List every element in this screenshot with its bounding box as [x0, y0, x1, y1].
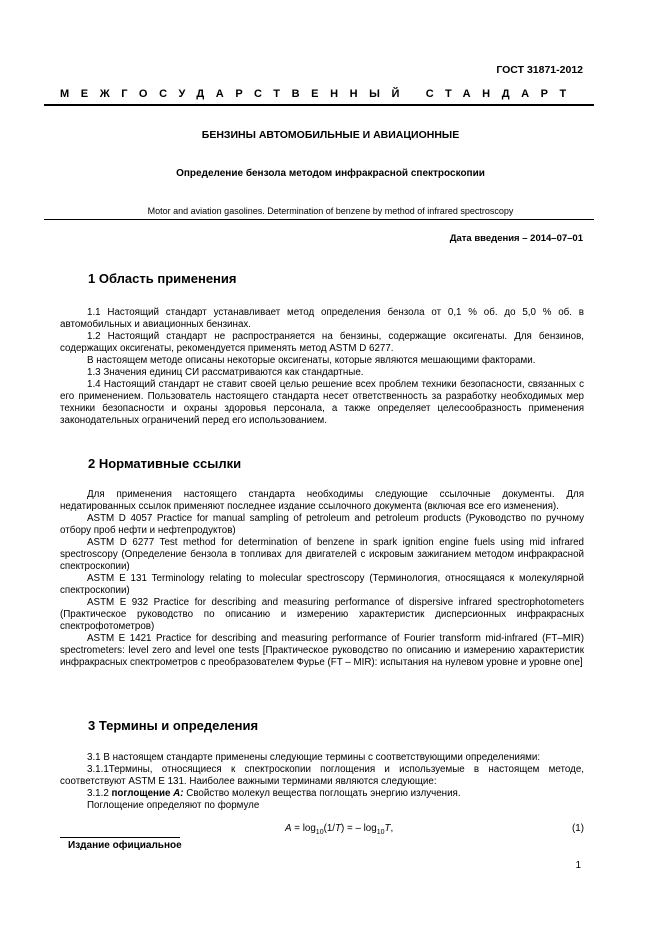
reference-item: ASTM D 6277 Test method for determination of benzene in spark ignition engine fuels using mid infrared spectroscopy (Определение бензола в топливах для двигателей с искровым зажиганием методом инфракрасной спектроскопии)	[60, 537, 584, 572]
paragraph: Поглощение определяют по формуле	[87, 800, 260, 811]
section-1-body	[60, 307, 584, 427]
section-3-body	[60, 752, 584, 812]
absorbance-formula: $A = \log_{10}(1/T)$ = – $\log_{10}T$,	[285, 823, 394, 836]
document-subtitle: Определение бензола методом инфракрасной спектроскопии	[176, 168, 485, 179]
interstate-standard-label: МЕЖГОСУДАРСТВЕННЫЙ СТАНДАРТ	[60, 88, 578, 100]
formula-number: (1)	[572, 823, 584, 834]
paragraph-term-definition	[60, 788, 584, 800]
paragraph: В настоящем методе описаны некоторые оксигенаты, которые являются мешающими факторами.	[87, 355, 536, 366]
official-edition-label: Издание официальное	[68, 840, 182, 851]
section-1-heading: 1 Область применения	[88, 271, 237, 286]
footer-rule	[60, 837, 180, 838]
clause-number: 3.1.2	[87, 788, 112, 799]
term-definition: Свойство молекул вещества поглощать энергию излучения.	[183, 788, 461, 799]
header-rule	[44, 104, 594, 106]
section-2-heading: 2 Нормативные ссылки	[88, 456, 242, 471]
term-symbol: A:	[173, 788, 184, 799]
reference-item: ASTM E 932 Practice for describing and measuring performance of dispersive infrared spectrophotometers (Практическое руководство по описанию и измерению характеристик дисперсионных инфракрасных спектрофотометров)	[60, 597, 584, 632]
paragraph: 1.1 Настоящий стандарт устанавливает метод определения бензола от 0,1 % об. до 5,0 % об. в автомобильных и авиационных бензинах.	[60, 307, 584, 330]
paragraph: 3.1.1Термины, относящиеся к спектроскопии поглощения и используемые в настоящем методе, соответствуют ASTM E 131. Наиболее важными терминами являются следующие:	[60, 764, 584, 787]
title-rule	[44, 219, 594, 220]
formula-line	[60, 823, 584, 835]
english-title: Motor and aviation gasolines. Determination of benzene by method of infrared spectroscopy	[147, 206, 514, 216]
section-3-heading: 3 Термины и определения	[88, 718, 259, 733]
gost-number: ГОСТ 31871-2012	[496, 64, 583, 76]
paragraph: 1.4 Настоящий стандарт не ставит своей целью решение всех проблем техники безопасности, связанных с его применением. Пользователь настоящего стандарта несет ответственность за разработку необходимых мер техники безопасности и охраны здоровья персонала, а также определяет целесообразность применения законодательных ограничений перед его использованием.	[60, 379, 584, 426]
term: поглощение	[111, 788, 171, 799]
introduction-date: Дата введения – 2014–07–01	[449, 233, 583, 244]
reference-item: ASTM E 131 Terminology relating to molecular spectroscopy (Терминология, относящаяся к молекулярной спектроскопии)	[60, 573, 584, 596]
reference-item: ASTM D 4057 Practice for manual sampling of petroleum and petroleum products (Руководство по ручному отбору проб нефти и нефтепродуктов)	[60, 513, 584, 536]
paragraph: 3.1 В настоящем стандарте применены следующие термины с соответствующими определениями:	[87, 752, 541, 763]
reference-item: ASTM E 1421 Practice for describing and measuring performance of Fourier transform mid-infrared (FT–MIR) spectrometers: level zero and level one tests [Практическое руководство по описанию и измерению характеристик инфракрасных спектрометров с преобразователем Фурье (FT – MIR): испытания на нулевом уровне и уровне one]	[60, 633, 584, 668]
paragraph: Для применения настоящего стандарта необходимы следующие ссылочные документы. Для недатированных ссылок применяют последнее издание ссылочного документа (включая все его изменения).	[60, 489, 584, 512]
paragraph: 1.3 Значения единиц СИ рассматриваются как стандартные.	[87, 367, 364, 378]
paragraph: 1.2 Настоящий стандарт не распространяется на бензины, содержащие оксигенаты. Для бензинов, содержащих оксигенаты, рекомендуется применять метод ASTM D 6277.	[60, 331, 584, 354]
page-number: 1	[575, 860, 581, 871]
section-2-body	[60, 489, 584, 669]
document-title: БЕНЗИНЫ АВТОМОБИЛЬНЫЕ И АВИАЦИОННЫЕ	[201, 129, 460, 141]
